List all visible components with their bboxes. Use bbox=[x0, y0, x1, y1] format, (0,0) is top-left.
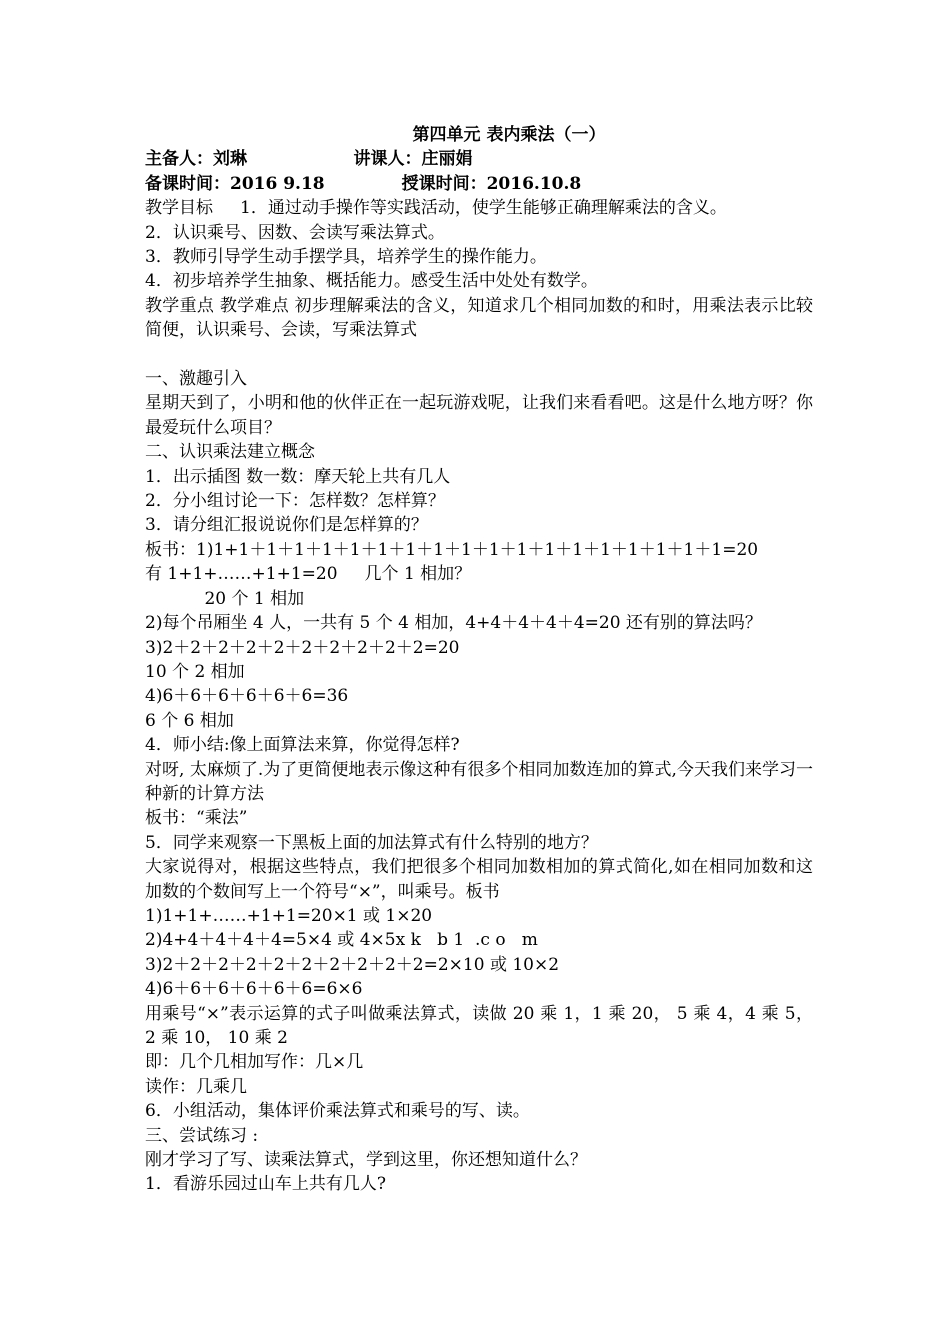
section-2-line: 有 1+1+……+1+1=20 几个 1 相加？ bbox=[145, 564, 472, 585]
section-2-line: 二、认识乘法建立概念 bbox=[145, 442, 315, 463]
objective-line-4: 4．初步培养学生抽象、概括能力。感受生活中处处有数学。 bbox=[145, 271, 598, 292]
lesson-plan-page bbox=[145, 123, 813, 1197]
section-2-line: 2)每个吊厢坐 4 人，一共有 5 个 4 相加，4+4＋4＋4＋4=20 还有别的算法吗？ bbox=[145, 613, 762, 634]
board-line: 5．同学来观察一下黑板上面的加法算式有什么特别的地方？ bbox=[145, 832, 598, 853]
document-title: 第四单元 表内乘法（一） bbox=[412, 125, 606, 145]
section-2-line: 板书：1)1+1＋1＋1＋1＋1＋1＋1＋1＋1＋1＋1＋1＋1＋1＋1＋1＋1＋1=20 bbox=[145, 539, 759, 560]
preparer-line: 主备人：刘琳 讲课人：庄丽娟 bbox=[145, 149, 473, 170]
final-line: 即：几个几相加写作：几×几 bbox=[145, 1052, 364, 1073]
board-line: 板书：“乘法” bbox=[145, 808, 248, 829]
section-1-title: 一、激趣引入 bbox=[145, 369, 247, 390]
key-points-paragraph: 教学重点 教学难点 初步理解乘法的含义，知道求几个相同加数的和时，用乘法表示比较简便，认识乘号、会读，写乘法算式 bbox=[145, 295, 813, 341]
dates-line: 备课时间：2016 9.18 授课时间：2016.10.8 bbox=[145, 173, 582, 194]
reading-paragraph: 用乘号“×”表示运算的式子叫做乘法算式，读做 20 乘 1，1 乘 20， 5 乘 4，4 乘 5， 2 乘 10， 10 乘 2 bbox=[145, 1003, 813, 1049]
blank-line bbox=[145, 343, 813, 367]
formula-line: 4)6＋6＋6＋6＋6＋6=6×6 bbox=[145, 979, 363, 1000]
summary-paragraph: 对呀, 太麻烦了.为了更简便地表示像这种有很多个相同加数连加的算式,今天我们来学习一种新的计算方法 bbox=[145, 759, 813, 804]
section-2-line: 10 个 2 相加 bbox=[145, 661, 245, 682]
section-1-paragraph: 星期天到了，小明和他的伙伴正在一起玩游戏呢，让我们来看看吧。这是什么地方呀？你最爱玩什么项目？ bbox=[145, 393, 813, 438]
section-2-line: 6 个 6 相加 bbox=[145, 710, 234, 731]
section-2-line: 2．分小组讨论一下：怎样数？怎样算？ bbox=[145, 491, 445, 512]
final-line: 三、尝试练习 : bbox=[145, 1125, 259, 1146]
formula-line: 2)4+4＋4＋4＋4=5×4 或 4×5x k b 1 .c o m bbox=[145, 930, 538, 951]
section-2-line: 20 个 1 相加 bbox=[145, 588, 305, 609]
section-2-line: 1．出示插图 数一数：摩天轮上共有几人 bbox=[145, 466, 451, 487]
final-line: 1．看游乐园过山车上共有几人? bbox=[145, 1174, 386, 1195]
formula-line: 1)1+1+……+1+1=20×1 或 1×20 bbox=[145, 905, 433, 926]
objective-line-2: 2．认识乘号、因数、会读写乘法算式。 bbox=[145, 222, 445, 243]
final-line: 6．小组活动，集体评价乘法算式和乘号的写、读。 bbox=[145, 1101, 530, 1122]
objective-line-1: 教学目标 1．通过动手操作等实践活动，使学生能够正确理解乘法的含义。 bbox=[145, 198, 727, 219]
objective-line-3: 3．教师引导学生动手摆学具，培养学生的操作能力。 bbox=[145, 247, 547, 268]
final-line: 刚才学习了写、读乘法算式，学到这里，你还想知道什么？ bbox=[145, 1150, 587, 1171]
explain-paragraph: 大家说得对，根据这些特点，我们把很多个相同加数相加的算式简化,如在相同加数和这加数的个数间写上一个符号“×”，叫乘号。板书 bbox=[145, 857, 813, 902]
section-2-line: 4)6＋6＋6＋6＋6＋6=36 bbox=[145, 686, 349, 707]
formula-line: 3)2＋2＋2＋2＋2＋2＋2＋2＋2＋2=2×10 或 10×2 bbox=[145, 954, 560, 975]
section-2-line: 3)2＋2＋2＋2＋2＋2＋2＋2＋2＋2=20 bbox=[145, 637, 460, 658]
section-2-line: 3．请分组汇报说说你们是怎样算的？ bbox=[145, 515, 428, 536]
section-2-line: 4．师小结:像上面算法来算，你觉得怎样? bbox=[145, 735, 460, 756]
final-line: 读作：几乘几 bbox=[145, 1076, 247, 1097]
